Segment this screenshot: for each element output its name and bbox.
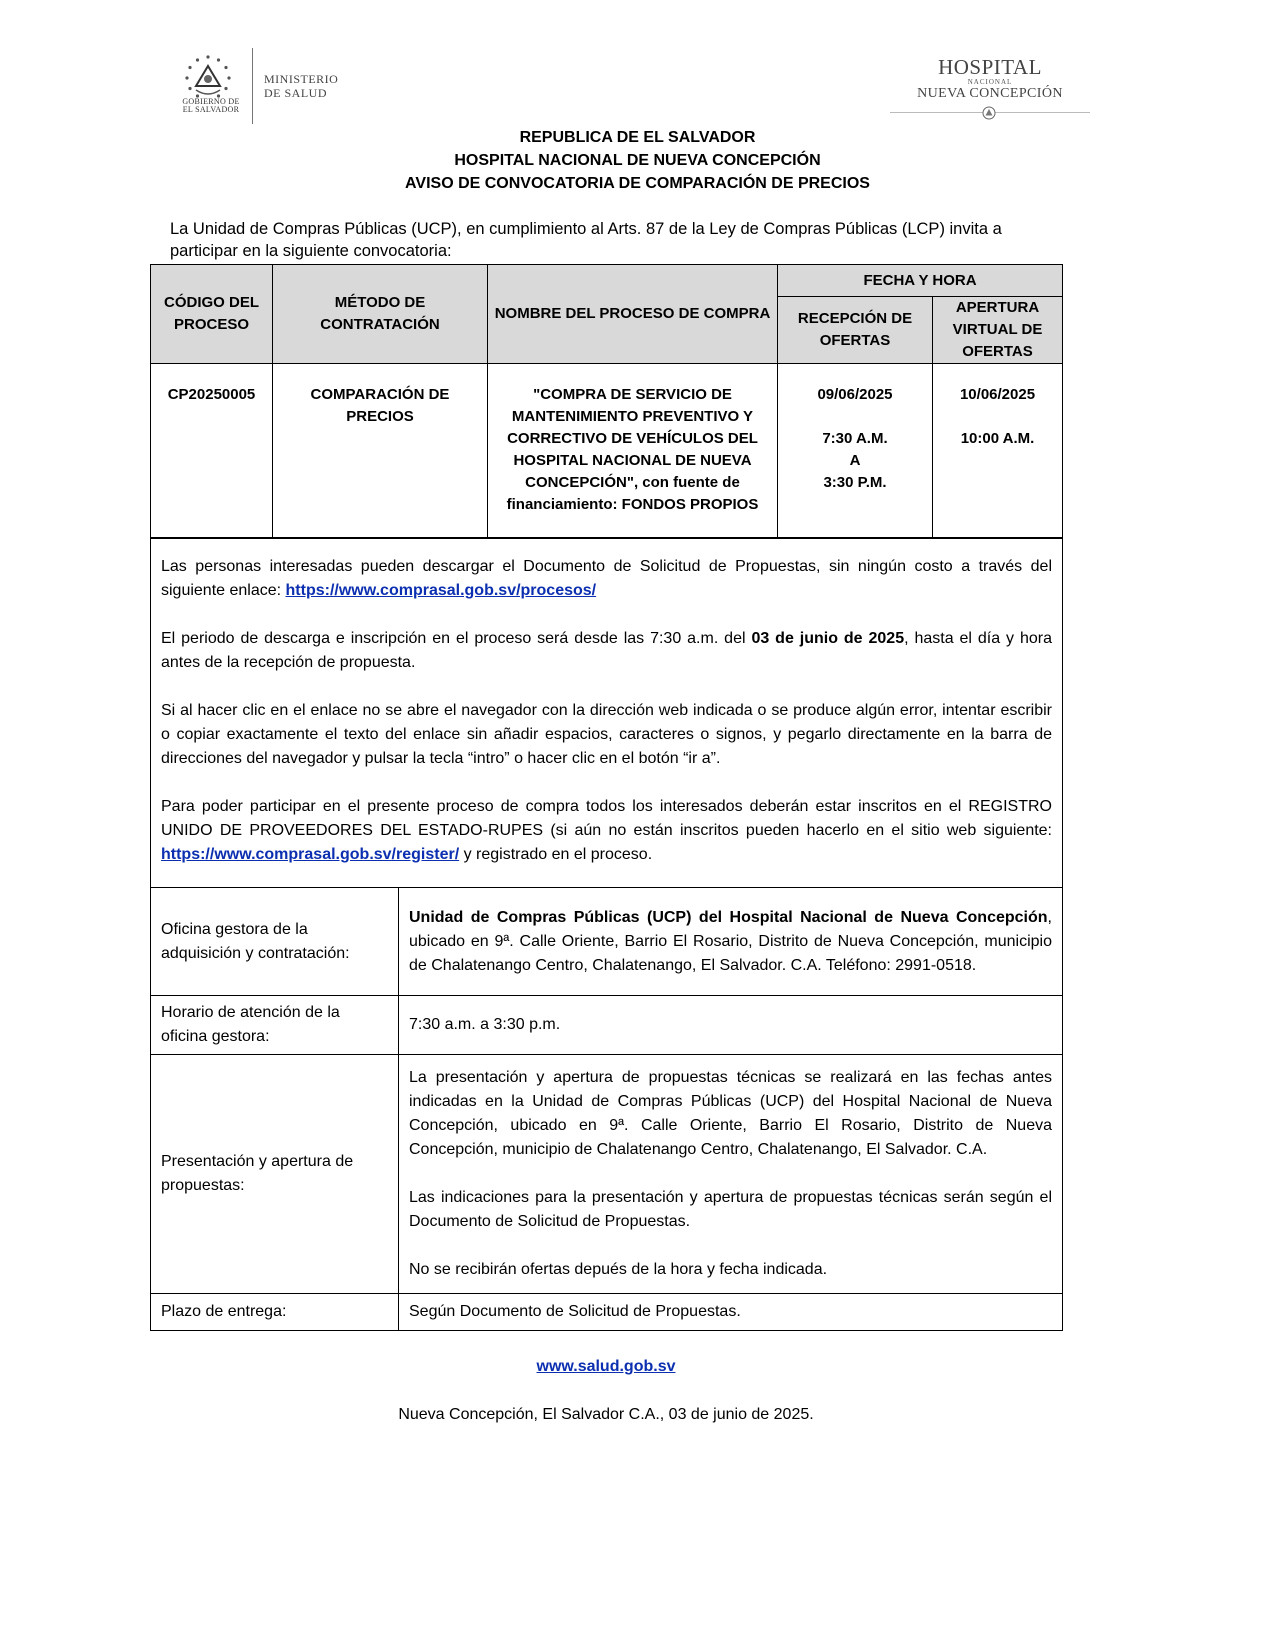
presentacion-paragraph-1: La presentación y apertura de propuestas técnicas se realizará en las fechas antes indicadas en la Unidad de Compras Públicas (UCP) del Hospital Nacional de Nueva Concepción, ubicado en 9ª. Calle Oriente, Barrio El Rosario, Distrito de Nueva Concepción, municipio de Chalatenango Centro, Chalatenango, El Salvador. C.A. [409,1069,1052,1158]
hospital-seal-icon [982,106,996,120]
register-link[interactable]: https://www.comprasal.gob.sv/register/ [161,846,460,863]
details-table [150,537,1063,1331]
el-salvador-seal-icon [184,54,232,102]
cell-apertura [933,364,1063,539]
plazo-label: Plazo de entrega: [151,1294,399,1331]
instructions-cell [151,538,1063,888]
rupes-paragraph: Para poder participar en el presente proceso de compra todos los interesados deberán estar inscritos en el REGISTRO UNIDO DE PROVEEDORES DEL ESTADO-RUPES (si aún no están inscritos pueden hacerlo en el sitio web siguiente: https://www.comprasal.gob.sv/register/ y registrado en el proceso. [161,798,1052,863]
cell-recepcion [778,364,933,539]
cell-metodo: COMPARACIÓN DE PRECIOS [273,364,488,539]
presentacion-paragraph-3: No se recibirán ofertas depués de la hora y fecha indicada. [409,1261,828,1278]
presentacion-label: Presentación y apertura de propuestas: [151,1055,399,1294]
apertura-hora: 10:00 A.M. [960,430,1035,447]
recepcion-hora-inicio: 7:30 A.M. [822,430,888,447]
horario-label: Horario de atención de la oficina gestora: [151,996,399,1055]
cell-codigo: CP20250005 [151,364,273,539]
process-table [150,264,1063,539]
header-metodo: MÉTODO DE CONTRATACIÓN [273,265,488,364]
download-paragraph: Las personas interesadas pueden descargar el Documento de Solicitud de Propuestas, sin ningún costo a través del siguiente enlace: https://www.comprasal.gob.sv/procesos/ [161,558,1052,599]
footer-link-container [150,1358,1062,1376]
horario-value: 7:30 a.m. a 3:30 p.m. [399,996,1063,1055]
link-help-paragraph: Si al hacer clic en el enlace no se abre el navegador con la dirección web indicada o se produce algún error, intentar escribir o copiar exactamente el texto del enlace sin añadir espacios, caracteres o signos, y pegarlo directamente en la barra de direcciones del navegador y pulsar la tecla “intro” o hacer clic en el botón “ir a”. [161,702,1052,767]
document-title: REPUBLICA DE EL SALVADOR HOSPITAL NACIONAL DE NUEVA CONCEPCIÓN AVISO DE CONVOCATORIA DE COMPARACIÓN DE PRECIOS [405,129,870,192]
header-codigo: CÓDIGO DEL PROCESO [151,265,273,364]
procesos-link[interactable]: https://www.comprasal.gob.sv/procesos/ [285,582,597,599]
apertura-fecha: 10/06/2025 [959,386,1036,403]
oficina-label: Oficina gestora de la adquisición y contratación: [151,888,399,996]
place-date-line: Nueva Concepción, El Salvador C.A., 03 de junio de 2025. [398,1406,814,1423]
salud-website-link[interactable]: www.salud.gob.sv [536,1358,676,1375]
hospital-logo: HOSPITAL NACIONAL NUEVA CONCEPCIÓN [880,56,1100,128]
presentacion-value [399,1055,1063,1294]
header-recepcion: RECEPCIÓN DE OFERTAS [778,297,933,364]
recepcion-hora-fin: 3:30 P.M. [823,474,887,491]
header-nombre: NOMBRE DEL PROCESO DE COMPRA [488,265,778,364]
header-apertura: APERTURA VIRTUAL DE OFERTAS [933,297,1063,364]
recepcion-hora-a: A [849,452,861,469]
oficina-value: Unidad de Compras Públicas (UCP) del Hospital Nacional de Nueva Concepción, ubicado en 9ª. Calle Oriente, Barrio El Rosario, Distrito de Nueva Concepción, municipio de Chalatenango Centro, Chalatenango, El Salvador. C.A. Teléfono: 2991-0518. [399,888,1063,996]
presentacion-paragraph-2: Las indicaciones para la presentación y apertura de propuestas técnicas serán según el Documento de Solicitud de Propuestas. [409,1189,1052,1230]
plazo-value: Según Documento de Solicitud de Propuestas. [399,1294,1063,1331]
period-paragraph: El periodo de descarga e inscripción en el proceso será desde las 7:30 a.m. del 03 de junio de 2025, hasta el día y hora antes de la recepción de propuesta. [161,630,1052,671]
ministerio-text: MINISTERIO DE SALUD [264,72,339,100]
gobierno-text: GOBIERNO DE EL SALVADOR [182,97,240,114]
recepcion-fecha: 09/06/2025 [817,386,893,403]
cell-nombre: "COMPRA DE SERVICIO DE MANTENIMIENTO PREVENTIVO Y CORRECTIVO DE VEHÍCULOS DEL HOSPITAL NACIONAL DE NUEVA CONCEPCIÓN", con fuente de financiamiento: FONDOS PROPIOS [488,364,778,539]
header-fecha-hora: FECHA Y HORA [778,265,1063,297]
ministerio-logo [176,48,366,124]
logo-divider [252,48,253,124]
intro-paragraph: La Unidad de Compras Públicas (UCP), en cumplimiento al Arts. 87 de la Ley de Compras Públicas (LCP) invita a participar en la siguiente convocatoria: [170,220,1002,260]
